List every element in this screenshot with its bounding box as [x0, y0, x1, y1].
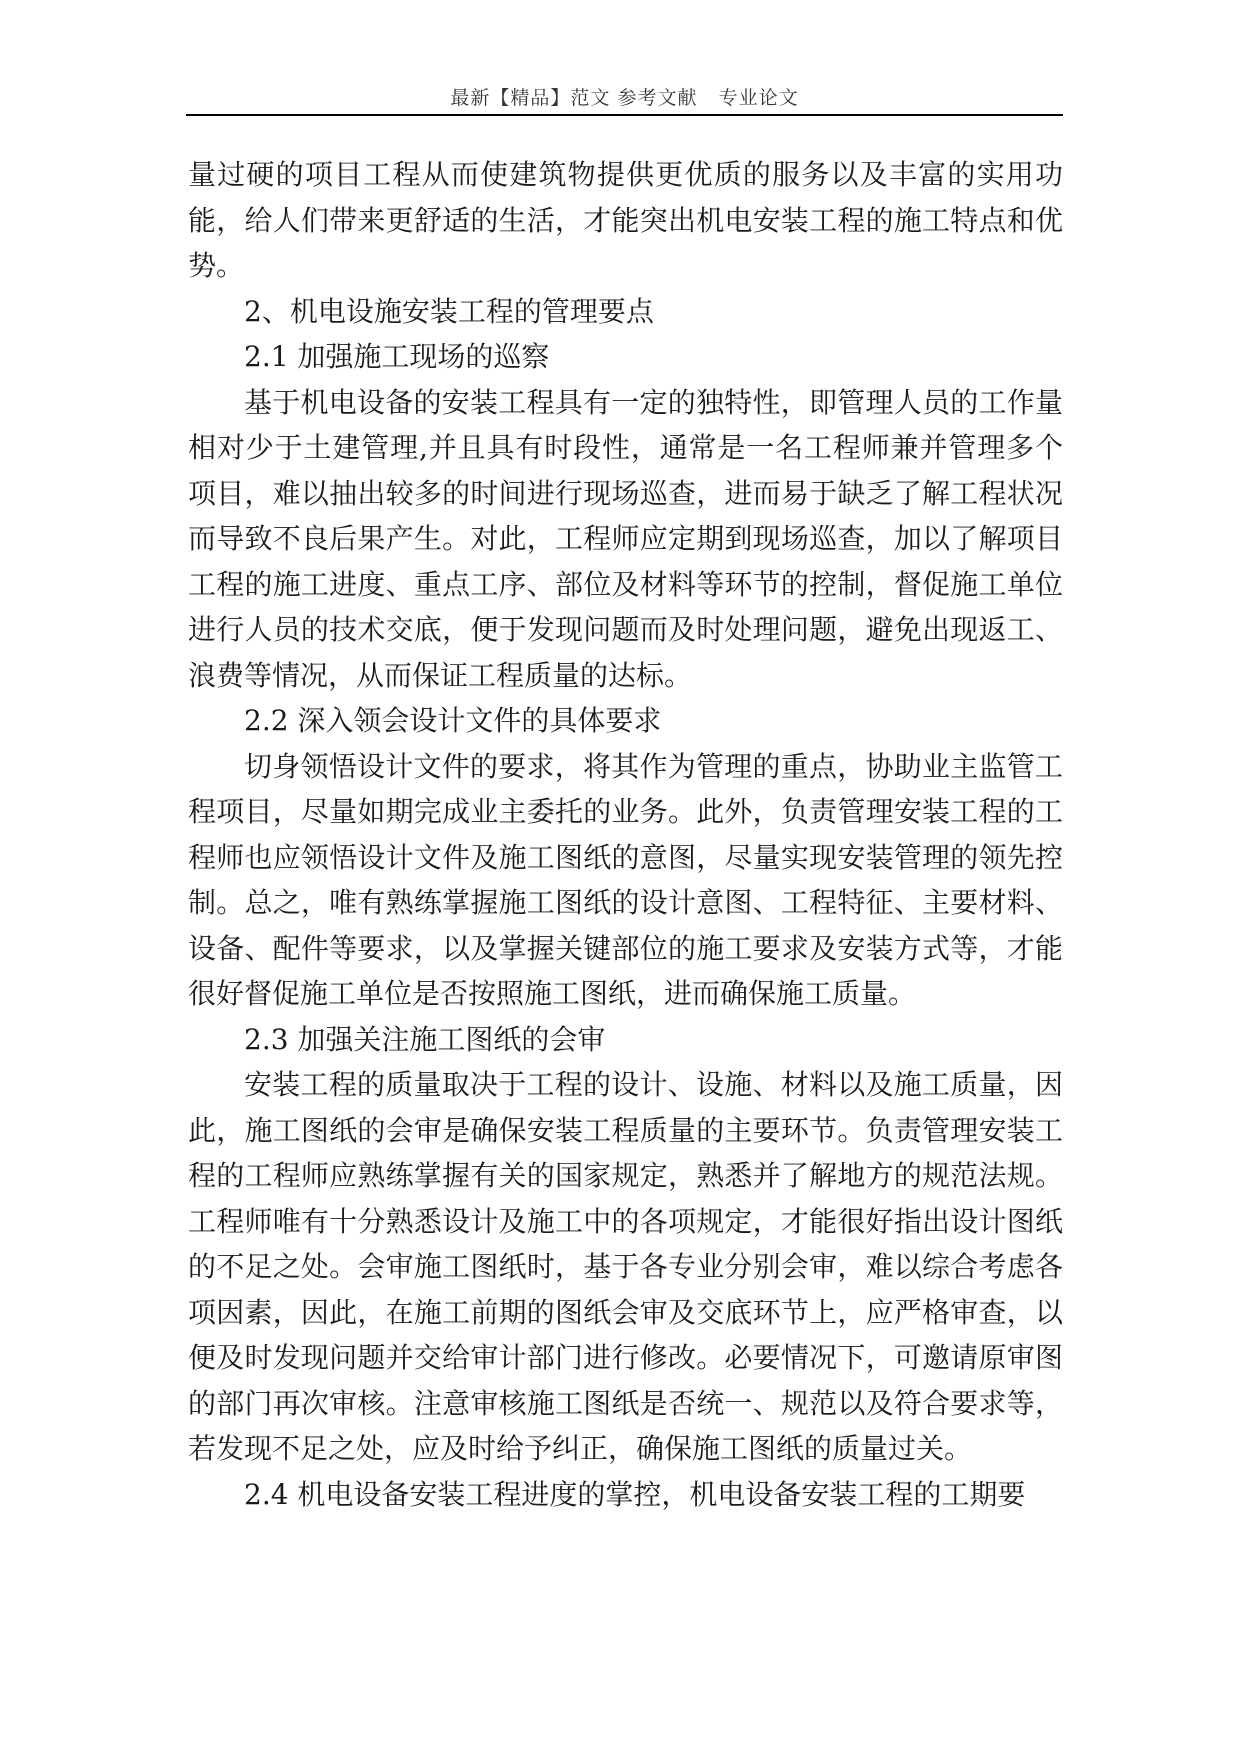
paragraph: 基于机电设备的安装工程具有一定的独特性，即管理人员的工作量相对少于土建管理,并且具有时段性，通常是一名工程师兼并管理多个项目，难以抽出较多的时间进行现场巡查，进而易于缺乏了解工程状况而导致不良后果产生。对此，工程师应定期到现场巡查，加以了解项目工程的施工进度、重点工序、部位及材料等环节的控制，督促施工单位进行人员的技术交底，便于发现问题而及时处理问题，避免出现返工、浪费等情况，从而保证工程质量的达标。	[188, 385, 1063, 692]
subsection-heading: 2.1 加强施工现场的巡察	[244, 340, 550, 373]
page-header: 最新【精品】范文 参考文献 专业论文	[450, 87, 799, 109]
paragraph: 量过硬的项目工程从而使建筑物提供更优质的服务以及丰富的实用功能，给人们带来更舒适的生活，才能突出机电安装工程的施工特点和优势。	[188, 158, 1063, 282]
subsection-heading: 2.3 加强关注施工图纸的会审	[244, 1022, 606, 1056]
subsection-heading: 2.2 深入领会设计文件的具体要求	[244, 704, 662, 737]
paragraph: 2.4 机电设备安装工程进度的掌控，机电设备安装工程的工期要	[244, 1477, 1026, 1511]
header-divider	[186, 114, 1063, 116]
paragraph: 安装工程的质量取决于工程的设计、设施、材料以及施工质量，因此，施工图纸的会审是确保安装工程质量的主要环节。负责管理安装工程的工程师应熟练掌握有关的国家规定，熟悉并了解地方的规范法规。工程师唯有十分熟悉设计及施工中的各项规定，才能很好指出设计图纸的不足之处。会审施工图纸时，基于各专业分别会审，难以综合考虑各项因素，因此，在施工前期的图纸会审及交底环节上，应严格审查，以便及时发现问题并交给审计部门进行修改。必要情况下，可邀请原审图的部门再次审核。注意审核施工图纸是否统一、规范以及符合要求等，若发现不足之处，应及时给予纠正，确保施工图纸的质量过关。	[188, 1068, 1063, 1465]
document-body	[188, 152, 1063, 1517]
section-heading: 2、机电设施安装工程的管理要点	[244, 294, 654, 328]
paragraph: 切身领悟设计文件的要求，将其作为管理的重点，协助业主监管工程项目，尽量如期完成业主委托的业务。此外，负责管理安装工程的工程师也应领悟设计文件及施工图纸的意图，尽量实现安装管理的领先控制。总之，唯有熟练掌握施工图纸的设计意图、工程特征、主要材料、设备、配件等要求，以及掌握关键部位的施工要求及安装方式等，才能很好督促施工单位是否按照施工图纸，进而确保施工质量。	[188, 749, 1063, 1010]
